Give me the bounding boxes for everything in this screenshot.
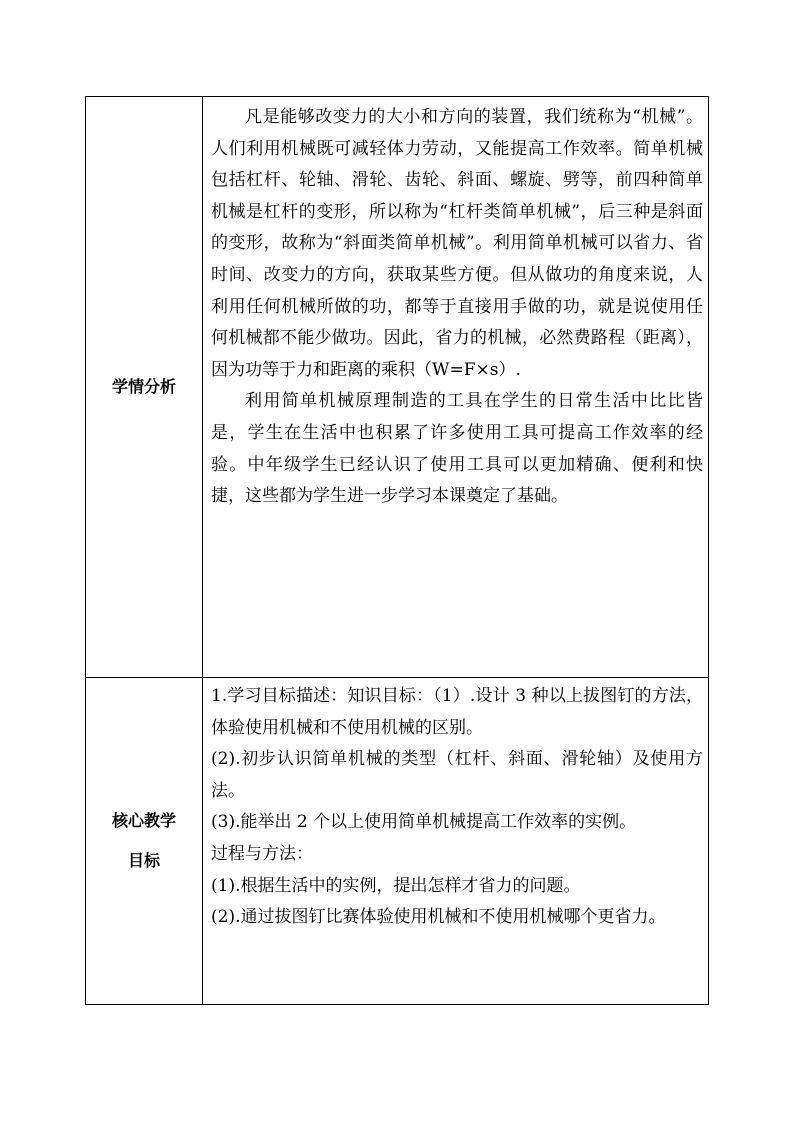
row-label-student-analysis	[86, 97, 203, 678]
content-student-analysis	[203, 97, 709, 678]
content-core-goals	[203, 678, 709, 1005]
lesson-plan-table	[85, 96, 709, 1005]
goal-paragraph-2: (2).初步认识简单机械的类型（杠杆、斜面、滑轮轴）及使用方法。	[211, 749, 703, 801]
row-label-core-goals	[86, 678, 203, 1005]
row-label-line-1: 核心教学	[111, 811, 176, 830]
table-row-student-analysis	[86, 97, 709, 678]
row-label-line-2: 目标	[127, 851, 160, 870]
analysis-paragraph-1: 凡是能够改变力的大小和方向的装置，我们统称为“机械”。人们利用机械既可减轻体力劳动，又能提高工作效率。简单机械包括杠杆、轮轴、滑轮、齿轮、斜面、螺旋、劈等，前四种简单机械是杠杆的变形，所以称为“杠杆类简单机械”，后三种是斜面的变形，故称为“斜面类简单机械”。利用简单机械可以省力、省时间、改变力的方向，获取某些方便。但从做功的角度来说，人利用任何机械所做的功，都等于直接用手做的功，就是说使用任何机械都不能少做功。因此，省力的机械，必然费路程（距离），因为功等于力和距离的乘积（W=F×s）.	[211, 107, 703, 380]
table-row-core-goals	[86, 678, 709, 1005]
analysis-paragraph-2: 利用简单机械原理制造的工具在学生的日常生活中比比皆是，学生在生活中也积累了许多使用工具可提高工作效率的经验。中年级学生已经认识了使用工具可以更加精确、便利和快捷，这些都为学生进一步学习本课奠定了基础。	[211, 391, 703, 507]
goal-paragraph-6: (2).通过拔图钉比赛体验使用机械和不使用机械哪个更省力。	[211, 907, 666, 928]
goal-paragraph-5: (1).根据生活中的实例，提出怎样才省力的问题。	[211, 875, 581, 896]
goal-paragraph-3: (3).能举出 2 个以上使用简单机械提高工作效率的实例。	[211, 812, 637, 833]
goal-paragraph-1: 1.学习目标描述：知识目标：（1）.设计 3 种以上拔图钉的方法，体验使用机械和不使用机械的区别。	[211, 686, 703, 738]
row-label-text: 学情分析	[111, 377, 176, 396]
goal-paragraph-4: 过程与方法：	[211, 843, 313, 864]
